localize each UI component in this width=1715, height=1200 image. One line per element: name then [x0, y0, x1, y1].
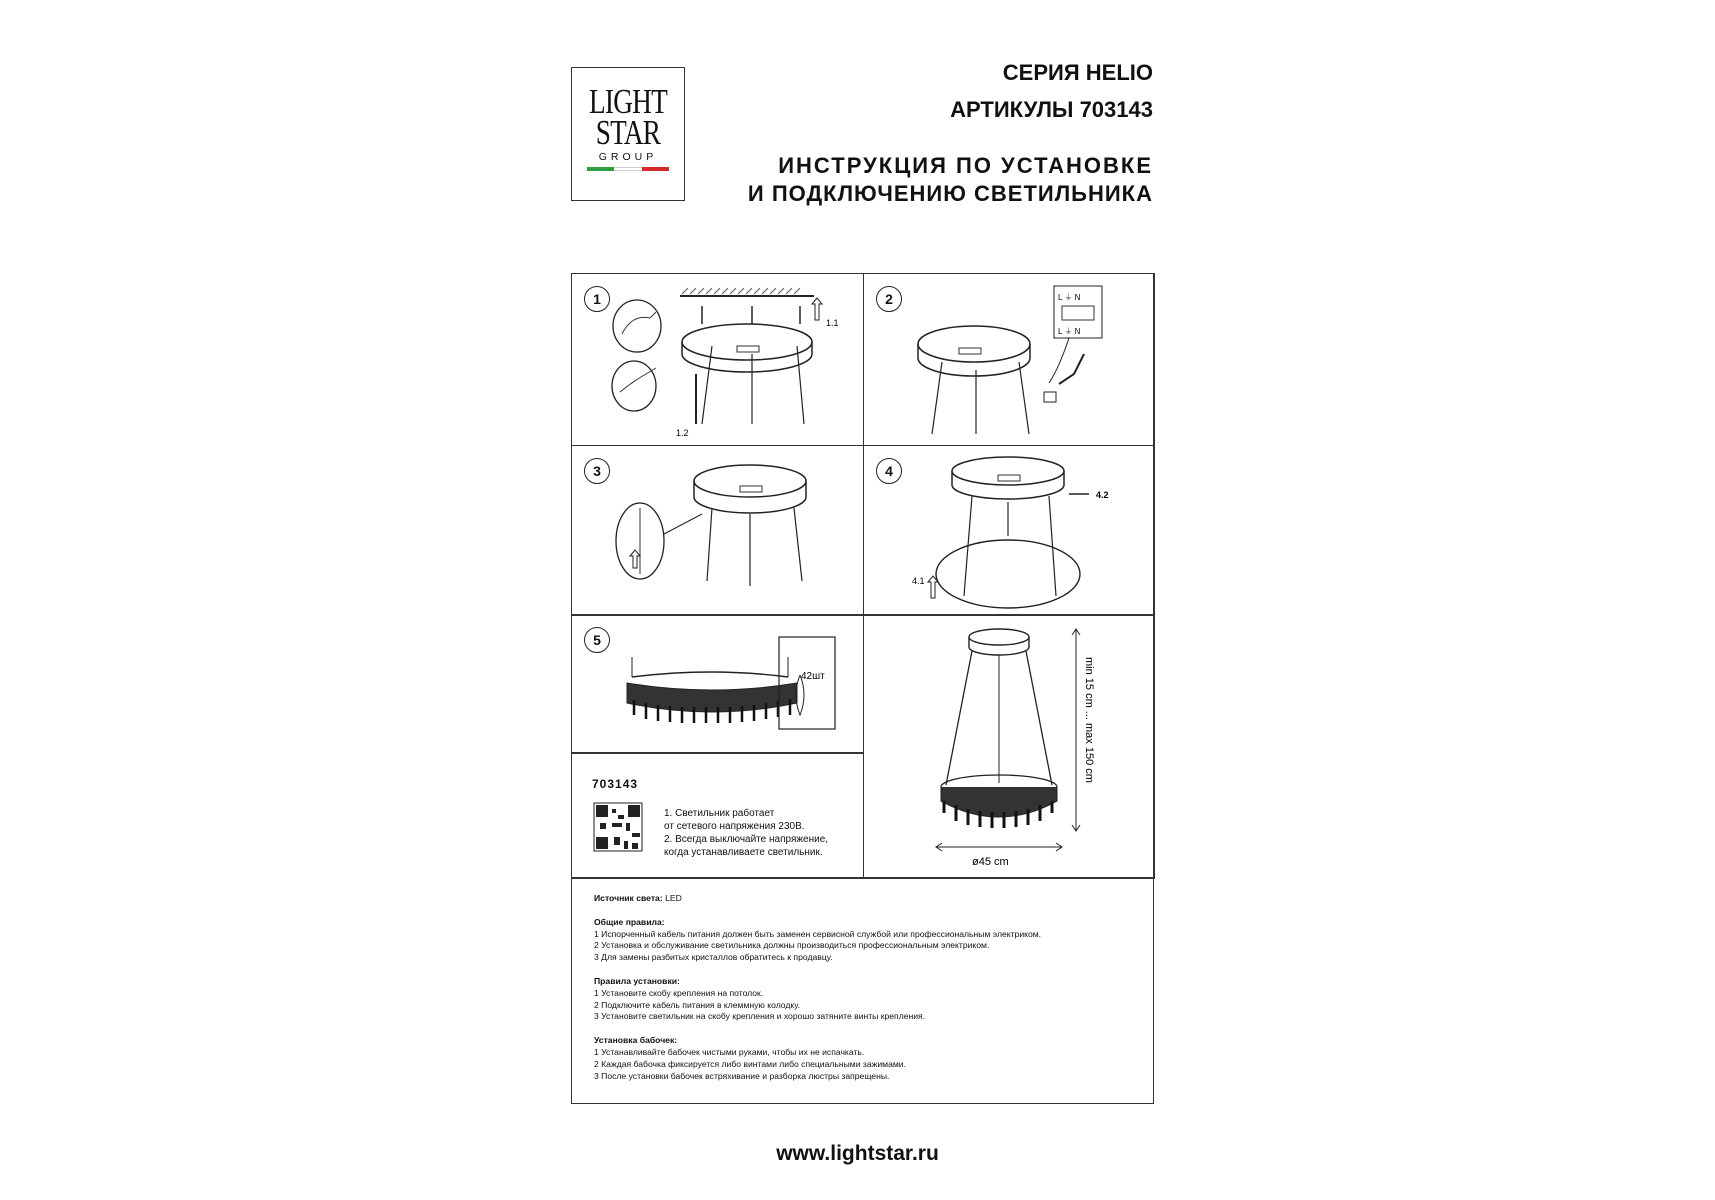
diameter-label: ø45 cm	[972, 856, 1009, 868]
instruction-title-line-2: И ПОДКЛЮЧЕНИЮ СВЕТИЛЬНИКА	[747, 181, 1153, 206]
step-5-number: 5	[584, 627, 610, 653]
step-4-illustration	[864, 446, 1156, 617]
note-1-line-1: 1. Светильник работает	[664, 808, 775, 819]
step-4-number: 4	[876, 458, 902, 484]
light-source: Источник света: LED	[594, 893, 682, 903]
note-2-line-2: когда устанавливаете светильник.	[664, 847, 823, 858]
logo-line-1: LIGHT	[589, 82, 667, 121]
step-2-panel	[863, 273, 1155, 446]
label-4-2: 4.2	[1096, 490, 1109, 500]
general-rule-item: 3 Для замены разбитых кристаллов обратитесь к продавцу.	[594, 952, 833, 963]
label-1-1: 1.1	[826, 318, 839, 328]
general-rule-item: 1 Испорченный кабель питания должен быть заменен сервисной службой или профессиональным электриком.	[594, 928, 1042, 939]
label-1-2: 1.2	[676, 428, 689, 438]
terminal-label-bottom: L ⏚ N	[1058, 327, 1081, 336]
terminal-label-top: L ⏚ N	[1058, 293, 1081, 302]
step-4-panel	[863, 445, 1155, 616]
step-1-number: 1	[584, 286, 610, 312]
install-rules-title: Правила установки:	[594, 975, 680, 986]
note-2-line-1: 2. Всегда выключайте напряжение,	[664, 834, 829, 845]
install-rule-item: 3 Установите светильник на скобу крепления и хорошо затяните винты крепления.	[594, 1011, 926, 1022]
instruction-steps-grid	[571, 273, 1154, 878]
butterfly-rule-item: 1 Устанавливайте бабочек чистыми руками, чтобы их не испачкать.	[594, 1046, 865, 1057]
crystal-count: 42шт	[801, 671, 825, 682]
dimension-drawing	[864, 615, 1156, 880]
italian-flag-stripe	[587, 167, 669, 171]
butterfly-rule-item: 2 Каждая бабочка фиксируется либо винтами либо специальными зажимами.	[594, 1058, 906, 1069]
product-info-panel	[571, 752, 864, 879]
website-link[interactable]: www.lightstar.ru	[776, 1142, 939, 1165]
general-rules-title: Общие правила:	[594, 916, 665, 927]
step-2-number: 2	[876, 286, 902, 312]
dimensions-panel	[863, 614, 1155, 879]
step-5-panel	[571, 614, 864, 754]
install-rule-item: 2 Подключите кабель питания в клеммную колодку.	[594, 999, 801, 1010]
step-3-number: 3	[584, 458, 610, 484]
product-code: 703143	[592, 777, 639, 791]
brand-logo	[571, 67, 685, 201]
safety-notes	[664, 807, 854, 859]
step-2-illustration	[864, 274, 1156, 447]
label-4-1: 4.1	[912, 576, 925, 586]
step-3-panel	[571, 445, 864, 616]
series-title: СЕРИЯ HELIO	[1002, 60, 1153, 85]
article-number: АРТИКУЛЫ 703143	[950, 97, 1153, 122]
general-rule-item: 2 Установка и обслуживание светильника должны производиться профессиональным электриком.	[594, 940, 990, 951]
note-1-line-2: от сетевого напряжения 230В.	[664, 821, 805, 832]
logo-line-2: STAR	[595, 113, 661, 152]
step-1-illustration	[572, 274, 865, 447]
step-5-illustration	[572, 615, 865, 755]
step-3-illustration	[572, 446, 865, 617]
step-1-panel	[571, 273, 864, 446]
instruction-title-line-1: ИНСТРУКЦИЯ ПО УСТАНОВКЕ	[778, 153, 1153, 178]
height-label: min 15 cm ... max 150 cm	[1083, 657, 1095, 783]
install-rule-item: 1 Установите скобу крепления на потолок.	[594, 987, 764, 998]
butterfly-rule-item: 3 После установки бабочек встряхивание и разборка люстры запрещены.	[594, 1070, 890, 1081]
logo-line-3: GROUP	[598, 151, 658, 163]
rules-section	[571, 878, 1154, 1104]
butterfly-rules-title: Установка бабочек:	[594, 1035, 678, 1046]
